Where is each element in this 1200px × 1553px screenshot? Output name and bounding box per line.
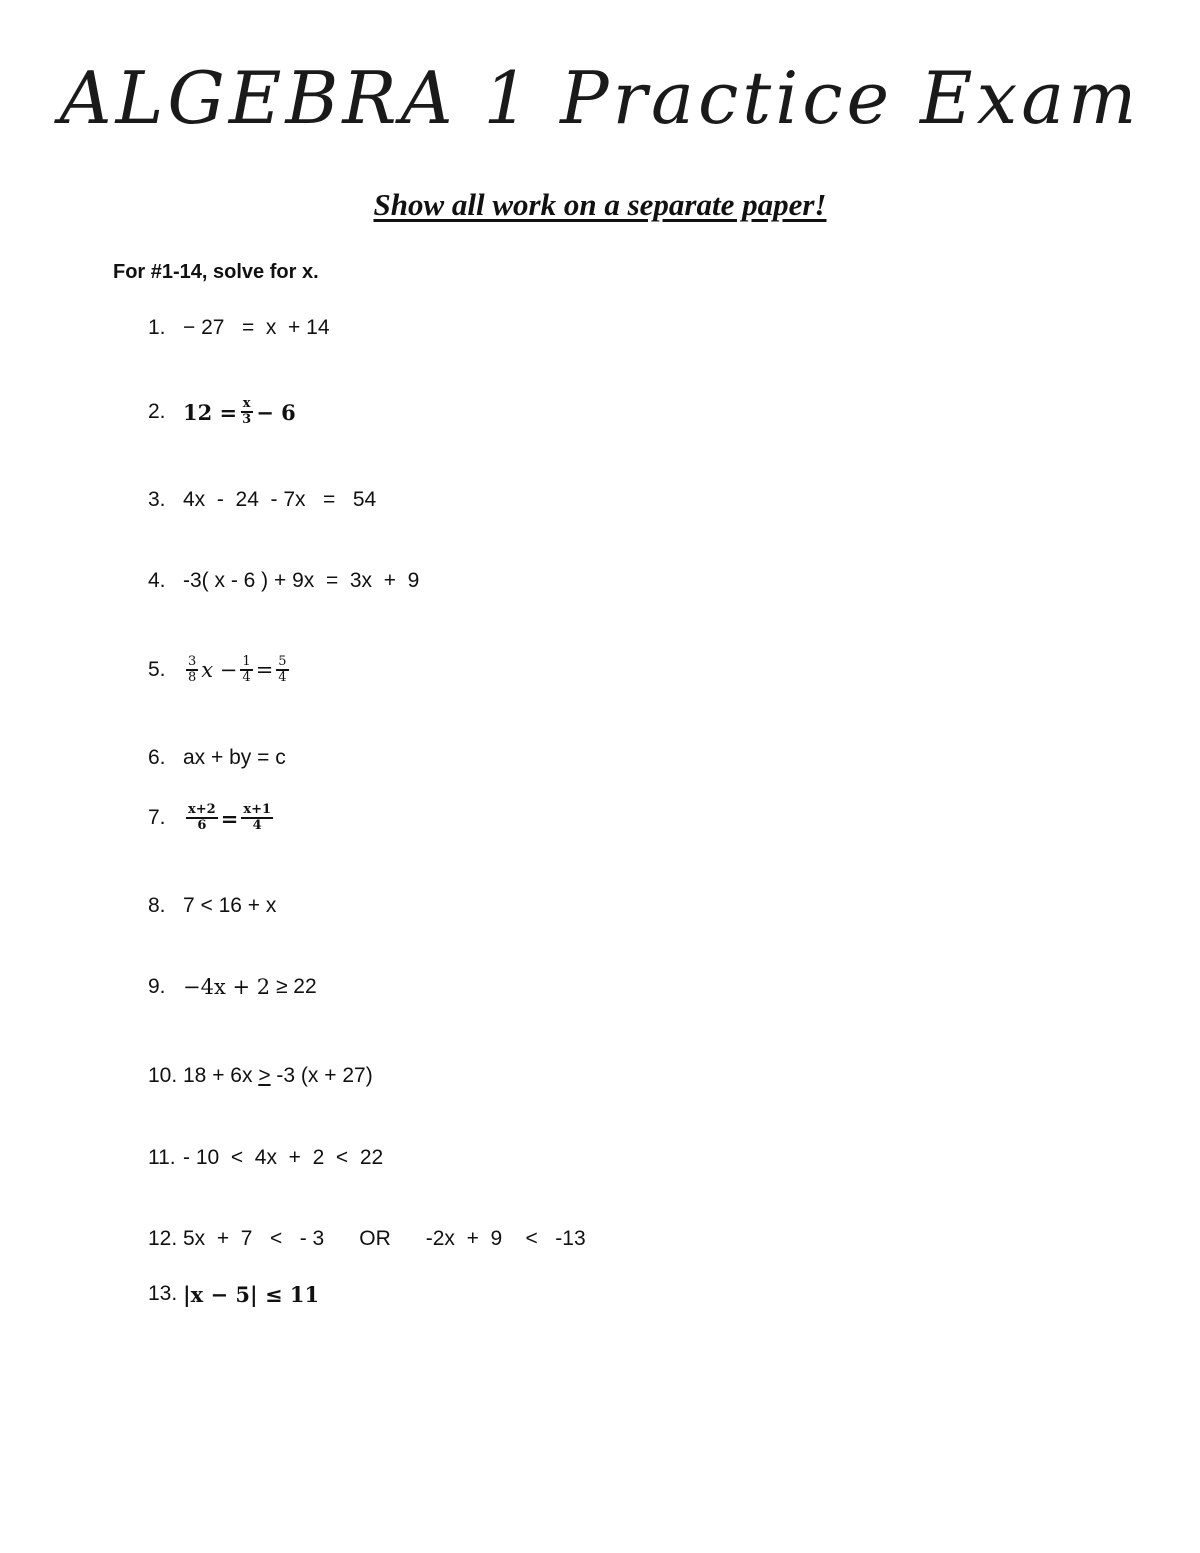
problem-3: [148, 480, 376, 520]
problem-11: [148, 1138, 383, 1178]
problem-expression: [183, 975, 317, 999]
problem-expression: -3( x - 6 ) + 9x = 3x + 9: [183, 569, 420, 592]
equation-lhs: 12 =: [183, 399, 238, 425]
denominator: 4: [252, 818, 262, 833]
denominator: 4: [242, 670, 251, 685]
equals-sign: =: [220, 805, 239, 831]
problem-number: 13.: [148, 1282, 178, 1305]
inequality-symbol: >: [258, 1064, 271, 1087]
variable-term: x −: [201, 658, 238, 682]
fraction: [240, 397, 253, 426]
fraction: [240, 655, 252, 684]
problem-expression: |x − 5| ≤ 11: [183, 1281, 320, 1307]
fraction: [186, 803, 218, 832]
problem-8: [148, 886, 276, 926]
problem-number: 9.: [148, 975, 166, 998]
problem-expression: [183, 655, 292, 684]
numerator: 1: [242, 654, 251, 670]
numerator: x: [242, 396, 251, 412]
problem-number: 2.: [148, 400, 166, 423]
problem-number: 5.: [148, 658, 166, 681]
inequality-rhs: ≥ 22: [270, 975, 317, 998]
denominator: 4: [278, 670, 287, 685]
problem-expression: [183, 397, 296, 426]
inequality-rhs: -3 (x + 27): [270, 1064, 373, 1087]
problem-expression: 4x - 24 - 7x = 54: [183, 488, 377, 511]
problem-9: [148, 967, 317, 1007]
problem-1: [148, 308, 330, 348]
problem-12: [148, 1219, 586, 1259]
numerator: x+2: [188, 802, 216, 818]
problem-expression: 7 < 16 + x: [183, 894, 277, 917]
instructions: For #1-14, solve for x.: [113, 261, 319, 283]
problem-10: [148, 1056, 373, 1096]
fraction: [186, 655, 198, 684]
problem-5: [148, 650, 292, 690]
problem-expression: 5x + 7 < - 3 OR -2x + 9 < -13: [183, 1227, 586, 1250]
problem-4: [148, 561, 419, 601]
problem-expression: [183, 1064, 373, 1088]
exam-title: ALGEBRA 1 Practice Exam: [59, 56, 1141, 140]
fraction: [276, 655, 288, 684]
problem-number: 11.: [148, 1146, 176, 1169]
problem-number: 8.: [148, 894, 166, 917]
problem-number: 6.: [148, 746, 166, 769]
equals-sign: =: [255, 658, 274, 682]
problem-expression: - 10 < 4x + 2 < 22: [183, 1146, 384, 1169]
fraction: [241, 803, 273, 832]
problem-number: 10.: [148, 1064, 178, 1087]
inequality-lhs: 18 + 6x: [183, 1064, 259, 1087]
exam-subtitle: Show all work on a separate paper!: [373, 187, 827, 222]
problem-expression: [183, 803, 276, 832]
numerator: 3: [188, 654, 197, 670]
inequality-lhs: −4x + 2: [183, 975, 271, 999]
problem-number: 12.: [148, 1227, 178, 1250]
problem-7: [148, 798, 276, 838]
denominator: 3: [242, 412, 252, 427]
problem-expression: − 27 = x + 14: [183, 316, 330, 339]
denominator: 6: [197, 818, 207, 833]
problem-13: [148, 1274, 319, 1314]
numerator: x+1: [243, 802, 272, 818]
problem-number: 1.: [148, 316, 166, 339]
problem-number: 3.: [148, 488, 166, 511]
problem-6: [148, 738, 286, 778]
problem-2: [148, 392, 296, 432]
equation-rhs: − 6: [256, 399, 296, 425]
numerator: 5: [278, 654, 287, 670]
problem-number: 4.: [148, 569, 166, 592]
problem-expression: ax + by = c: [183, 746, 286, 769]
problem-number: 7.: [148, 806, 166, 829]
denominator: 8: [188, 670, 197, 685]
